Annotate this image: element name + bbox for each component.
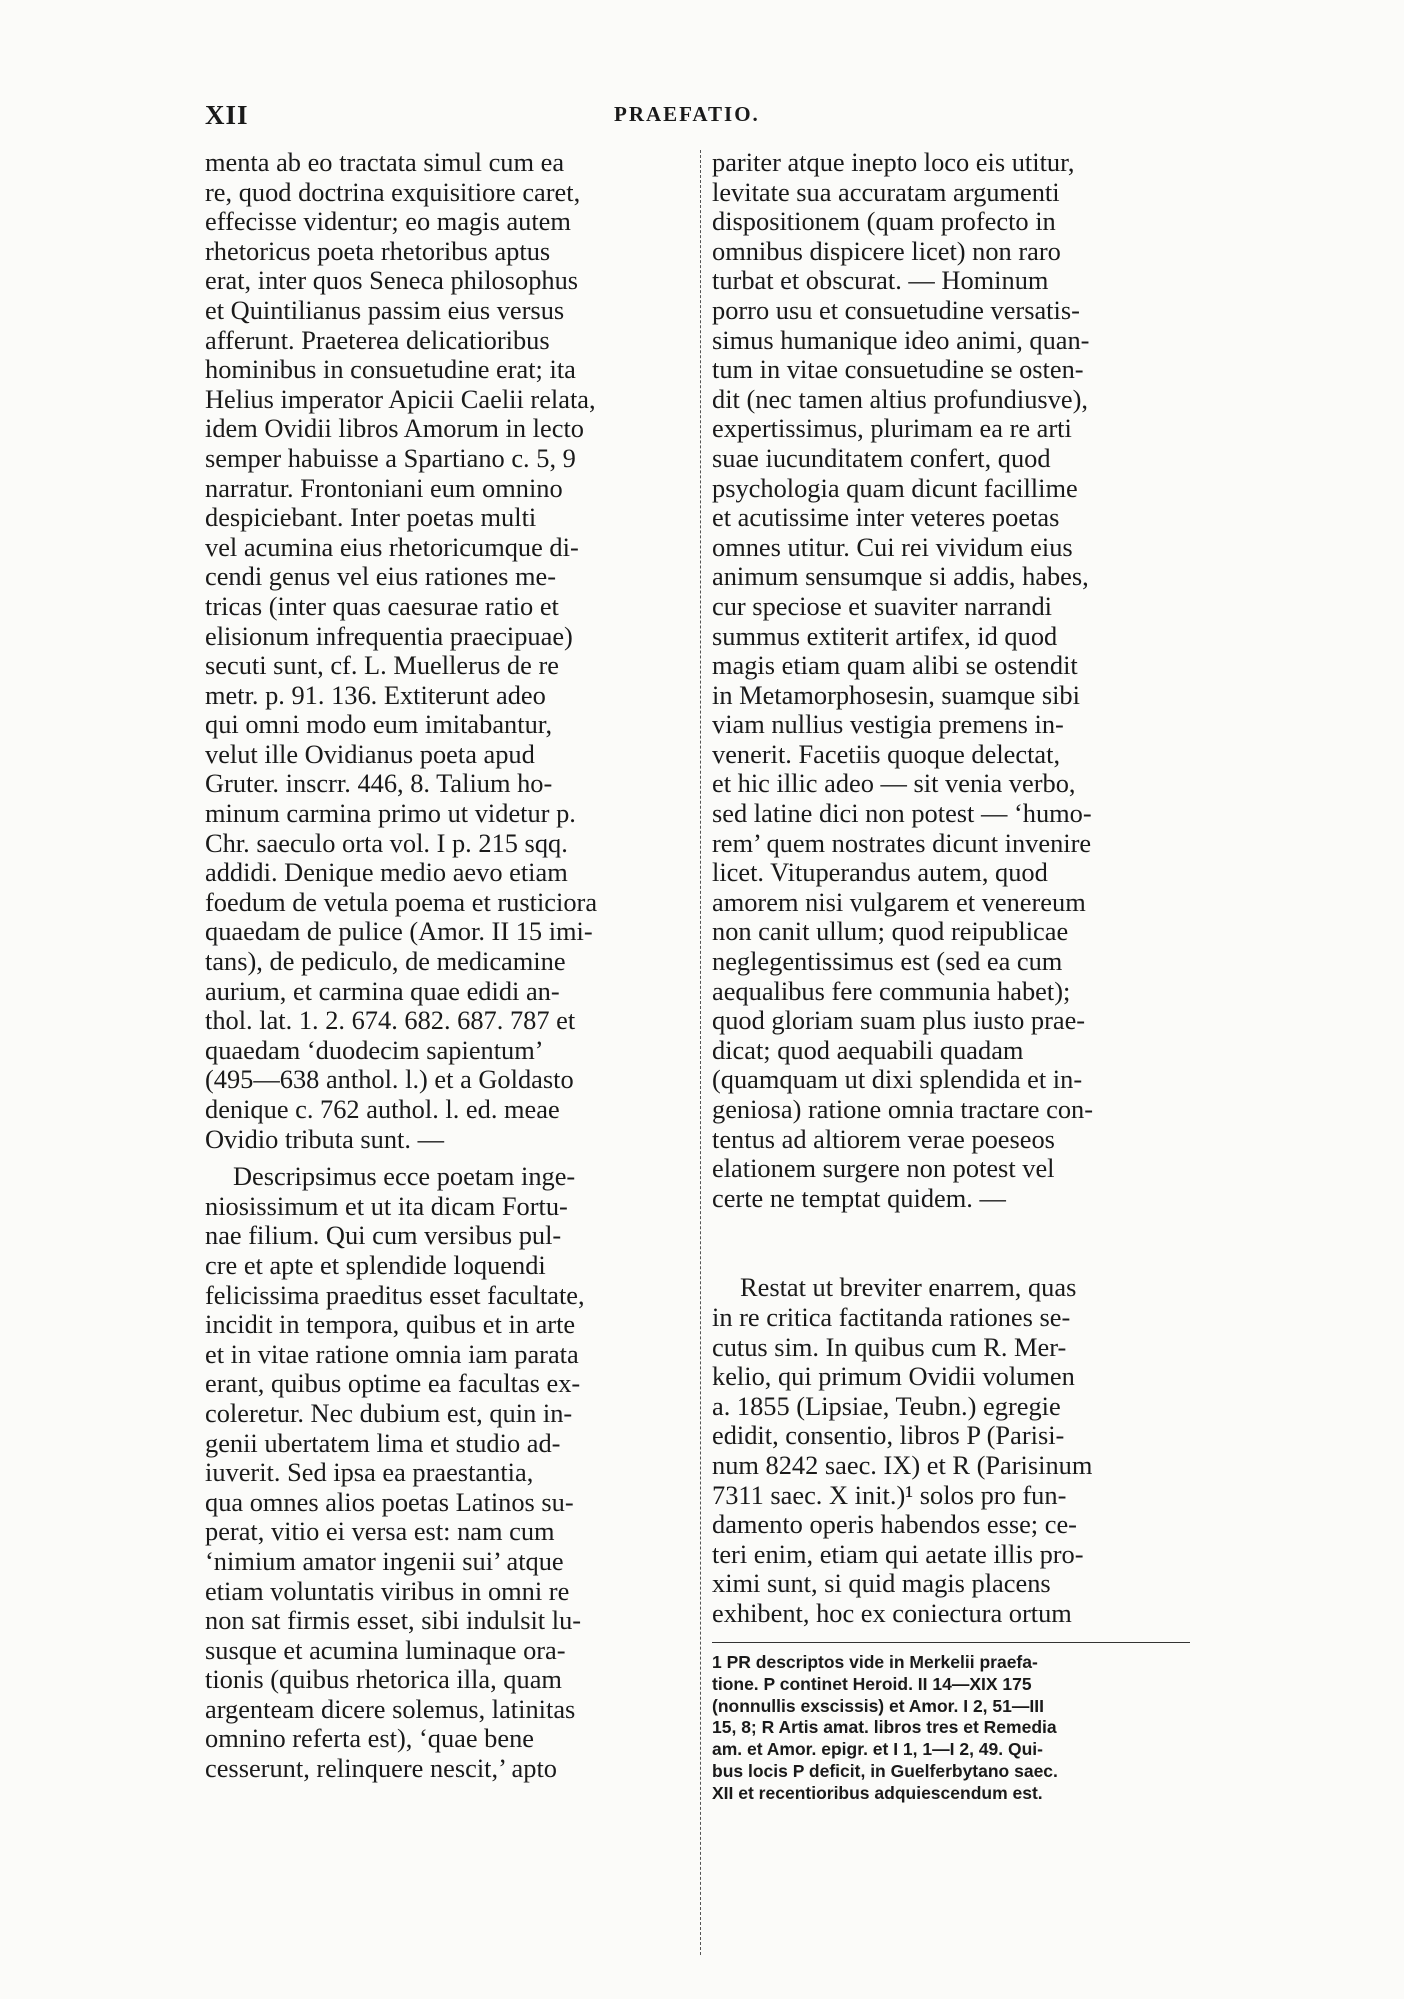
left-column (205, 148, 695, 1784)
text-line: a. 1855 (Lipsiae, Teubn.) egregie (712, 1391, 1061, 1421)
text-line: licet. Vituperandus autem, quod (712, 858, 1048, 888)
text-line: cendi genus vel eius rationes me- (205, 562, 557, 592)
text-line: aequalibus fere communia habet); (712, 976, 1071, 1006)
text-line: Restat ut breviter enarrem, quas (740, 1273, 1077, 1303)
footnote-line: XII et recentioribus adquiescendum est. (712, 1782, 1043, 1803)
text-line: menta ab eo tractata simul cum ea (205, 148, 565, 177)
text-line: quaedam ‘duodecim sapientum’ (205, 1035, 544, 1065)
text-line: vel acumina eius rhetoricumque di- (205, 532, 579, 562)
text-line: rem’ quem nostrates dicunt invenire (712, 828, 1092, 858)
text-line: psychologia quam dicunt facillime (712, 473, 1078, 503)
left-paragraph-1 (205, 148, 695, 1154)
text-line: nae filium. Qui cum versibus pul- (205, 1221, 562, 1251)
text-line: thol. lat. 1. 2. 674. 682. 687. 787 et (205, 1006, 576, 1036)
text-line: minum carmina primo ut videtur p. (205, 799, 576, 829)
text-line: (quamquam ut dixi splendida et in- (712, 1065, 1083, 1095)
text-line: iuverit. Sed ipsa ea praestantia, (205, 1458, 534, 1488)
text-line: et hic illic adeo — sit venia verbo, (712, 769, 1076, 799)
text-line: susque et acumina luminaque ora- (205, 1635, 566, 1665)
running-head: PRAEFATIO. (614, 102, 760, 126)
text-line: neglegentissimus est (sed ea cum (712, 947, 1063, 977)
right-paragraph-1 (712, 148, 1204, 1213)
text-line: rhetoricus poeta rhetoribus aptus (205, 236, 551, 266)
text-line: quaedam de pulice (Amor. II 15 imi- (205, 917, 593, 947)
text-line: Helius imperator Apicii Caelii relata, (205, 384, 596, 414)
text-line: viam nullius vestigia premens in- (712, 710, 1064, 740)
text-line: cutus sim. In quibus cum R. Mer- (712, 1332, 1067, 1362)
text-line: tans), de pediculo, de medicamine (205, 947, 566, 977)
text-line: elisionum infrequentia praecipuae) (205, 621, 573, 651)
text-line: in re critica factitanda rationes se- (712, 1302, 1071, 1332)
text-line: qua omnes alios poetas Latinos su- (205, 1487, 574, 1517)
footnote-line: tione. P continet Heroid. II 14—XIX 175 (712, 1673, 1032, 1694)
right-paragraph-2 (712, 1273, 1204, 1628)
text-line: venerit. Facetiis quoque delectat, (712, 739, 1061, 769)
text-line: damento operis habendos esse; ce- (712, 1510, 1077, 1540)
text-line: sed latine dici non potest — ‘humo- (712, 799, 1092, 829)
text-line: secuti sunt, cf. L. Muellerus de re (205, 651, 559, 681)
text-line: cur speciose et suaviter narrandi (712, 591, 1052, 621)
text-line: omnibus dispicere licet) non raro (712, 236, 1061, 266)
text-line: tentus ad altiorem verae poeseos (712, 1124, 1055, 1154)
text-line: foedum de vetula poema et rusticiora (205, 887, 598, 917)
text-line: expertissimus, plurimam ea re arti (712, 414, 1072, 444)
text-line: omnes utitur. Cui rei vividum eius (712, 532, 1073, 562)
text-line: argenteam dicere solemus, latinitas (205, 1694, 576, 1724)
text-line: perat, vitio ei versa est: nam cum (205, 1517, 555, 1547)
text-line: addidi. Denique medio aevo etiam (205, 858, 568, 888)
text-line: incidit in tempora, quibus et in arte (205, 1310, 576, 1340)
text-line: dit (nec tamen altius profundiusve), (712, 384, 1088, 414)
text-line: narratur. Frontoniani eum omnino (205, 473, 563, 503)
text-line: amorem nisi vulgarem et venereum (712, 887, 1086, 917)
text-line: aurium, et carmina quae edidi an- (205, 976, 560, 1006)
text-line: coleretur. Nec dubium est, quin in- (205, 1398, 573, 1428)
right-column (712, 148, 1204, 1629)
text-line: edidit, consentio, libros P (Parisi- (712, 1421, 1065, 1451)
footnote-line: 15, 8; R Artis amat. libros tres et Remedia (712, 1717, 1057, 1738)
text-line: certe ne temptat quidem. — (712, 1183, 1006, 1213)
text-line: 7311 saec. X init.)¹ solos pro fun- (712, 1480, 1067, 1510)
text-line: exhibent, hoc ex coniectura ortum (712, 1598, 1072, 1628)
text-line: Ovidio tributa sunt. — (205, 1124, 444, 1154)
column-divider (700, 150, 701, 1955)
text-line: levitate sua accuratam argumenti (712, 177, 1060, 207)
footnote (712, 1652, 1202, 1805)
text-line: et acutissime inter veteres poetas (712, 503, 1060, 533)
text-line: simus humanique ideo animi, quan- (712, 325, 1090, 355)
text-line: re, quod doctrina exquisitiore caret, (205, 177, 581, 207)
text-line: porro usu et consuetudine versatis- (712, 295, 1080, 325)
footnote-line: (nonnullis exscissis) et Amor. I 2, 51—III (712, 1695, 1044, 1716)
text-line: genii ubertatem lima et studio ad- (205, 1428, 561, 1458)
text-line: suae iucunditatem confert, quod (712, 443, 1051, 473)
text-line: Chr. saeculo orta vol. I p. 215 sqq. (205, 828, 568, 858)
text-line: teri enim, etiam qui aetate illis pro- (712, 1539, 1084, 1569)
footnote-line: am. et Amor. epigr. et I 1, 1—I 2, 49. Qui- (712, 1739, 1043, 1760)
text-line: num 8242 saec. IX) et R (Parisinum (712, 1450, 1093, 1480)
text-line: niosissimum et ut ita dicam Fortu- (205, 1191, 568, 1221)
page-number: XII (205, 100, 249, 130)
text-line: qui omni modo eum imitabantur, (205, 710, 553, 740)
text-line: afferunt. Praeterea delicatioribus (205, 325, 550, 355)
text-line: dicat; quod aequabili quadam (712, 1035, 1024, 1065)
text-line: felicissima praeditus esset facultate, (205, 1280, 585, 1310)
text-line: elationem surgere non potest vel (712, 1154, 1055, 1184)
text-line: metr. p. 91. 136. Extiterunt adeo (205, 680, 546, 710)
text-line: cre et apte et splendide loquendi (205, 1250, 546, 1280)
text-line: ximi sunt, si quid magis placens (712, 1569, 1051, 1599)
text-line: idem Ovidii libros Amorum in lecto (205, 414, 584, 444)
text-line: semper habuisse a Spartiano c. 5, 9 (205, 443, 576, 473)
text-line: in Metamorphosesin, suamque sibi (712, 680, 1080, 710)
text-line: cesserunt, relinquere nescit,’ apto (205, 1754, 557, 1784)
text-line: tricas (inter quas caesurae ratio et (205, 591, 559, 621)
text-line: magis etiam quam alibi se ostendit (712, 651, 1078, 681)
text-line: Descripsimus ecce poetam inge- (233, 1162, 576, 1192)
text-line: non canit ullum; quod reipublicae (712, 917, 1069, 947)
text-line: denique c. 762 authol. l. ed. meae (205, 1095, 560, 1124)
text-line: pariter atque inepto loco eis utitur, (712, 148, 1075, 177)
left-paragraph-2 (205, 1162, 695, 1783)
page-header (205, 100, 1205, 140)
text-line: geniosa) ratione omnia tractare con- (712, 1095, 1094, 1124)
text-line: summus extiterit artifex, id quod (712, 621, 1058, 651)
text-line: erant, quibus optime ea facultas ex- (205, 1369, 581, 1399)
text-line: Gruter. inscrr. 446, 8. Talium ho- (205, 769, 553, 799)
text-line: despiciebant. Inter poetas multi (205, 503, 537, 533)
text-line: hominibus in consuetudine erat; ita (205, 355, 576, 385)
text-line: turbat et obscurat. — Hominum (712, 266, 1049, 296)
text-line: et in vitae ratione omnia iam parata (205, 1339, 579, 1369)
text-line: et Quintilianus passim eius versus (205, 295, 565, 325)
text-line: effecisse videntur; eo magis autem (205, 207, 571, 237)
text-line: tum in vitae consuetudine se osten- (712, 355, 1084, 385)
text-line: etiam voluntatis viribus in omni re (205, 1576, 570, 1606)
text-line: ‘nimium amator ingenii sui’ atque (205, 1546, 564, 1576)
text-line: dispositionem (quam profecto in (712, 207, 1056, 237)
text-line: tionis (quibus rhetorica illa, quam (205, 1665, 562, 1695)
text-line: erat, inter quos Seneca philosophus (205, 266, 579, 296)
text-line: non sat firmis esset, sibi indulsit lu- (205, 1606, 582, 1636)
text-line: omnino referta est), ‘quae bene (205, 1724, 534, 1754)
footnote-rule (712, 1642, 1190, 1643)
text-line: quod gloriam suam plus iusto prae- (712, 1006, 1086, 1036)
text-line: kelio, qui primum Ovidii volumen (712, 1362, 1075, 1392)
text-line: velut ille Ovidianus poeta apud (205, 739, 535, 769)
text-line: animum sensumque si addis, habes, (712, 562, 1089, 592)
footnote-line: bus locis P deficit, in Guelferbytano saec. (712, 1760, 1058, 1781)
footnote-line: 1 PR descriptos vide in Merkelii praefa- (712, 1652, 1038, 1672)
text-line: (495—638 anthol. l.) et a Goldasto (205, 1065, 574, 1095)
